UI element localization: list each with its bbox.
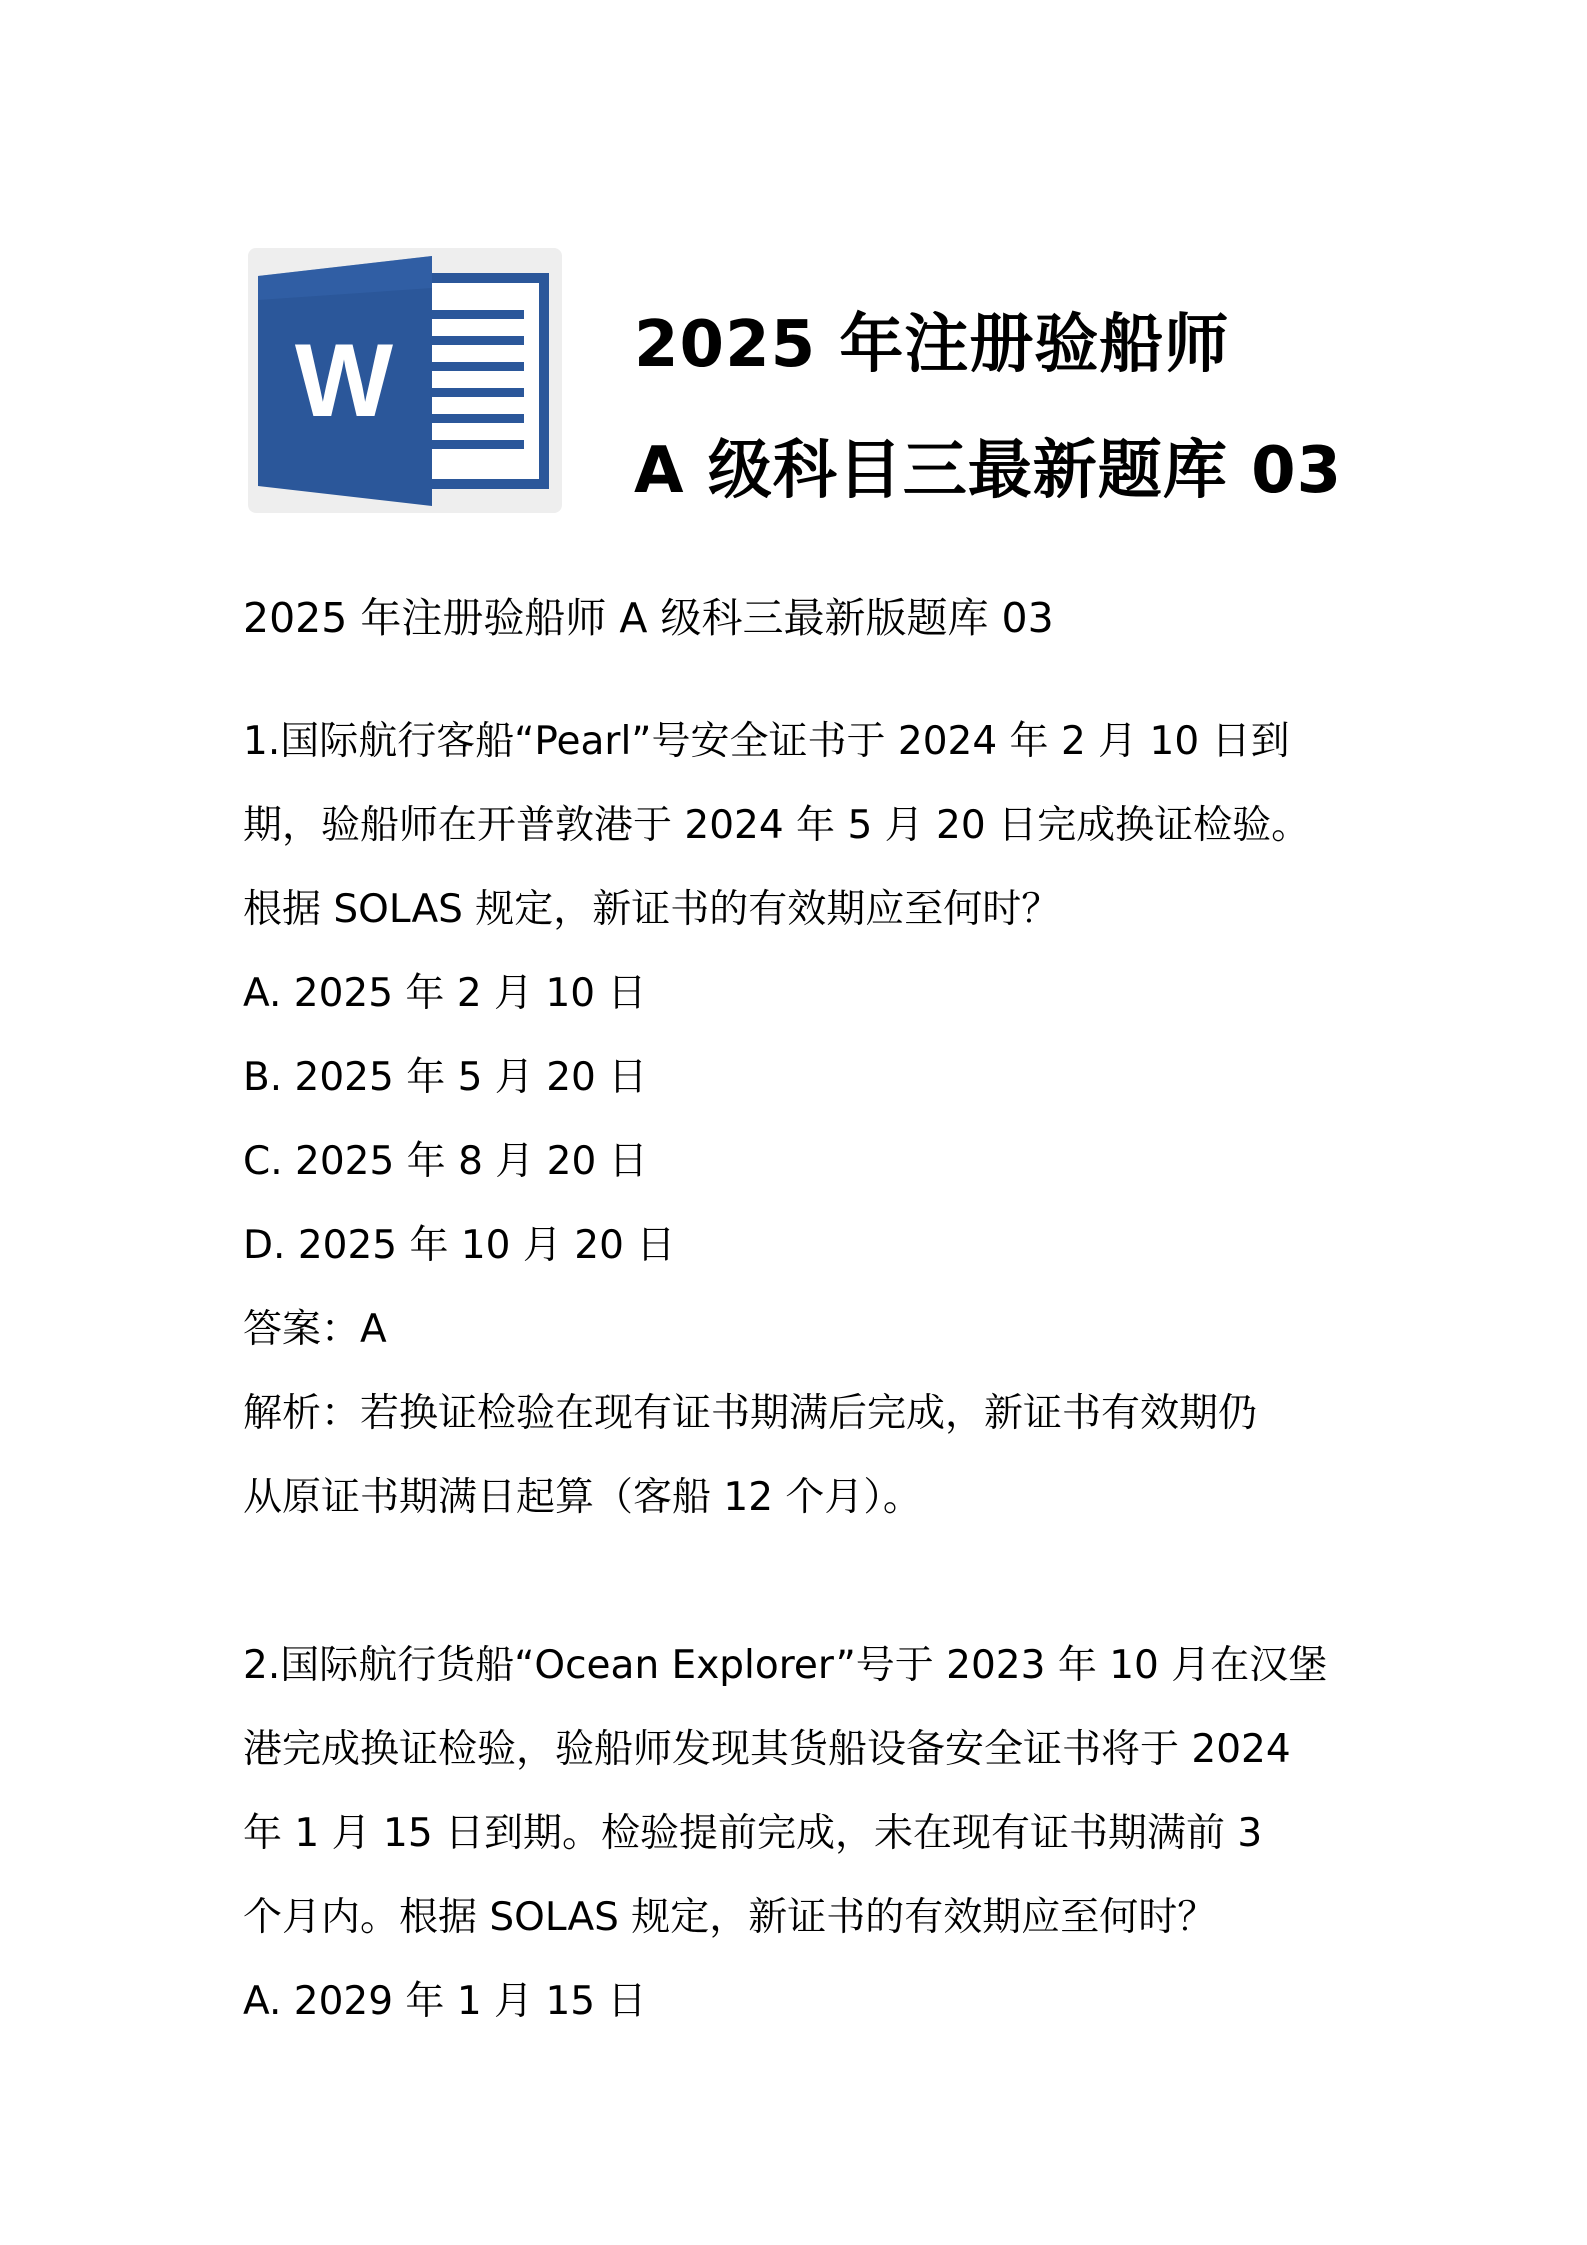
question-2-text-line-3: 年 1 月 15 日到期。检验提前完成，未在现有证书期满前 3 <box>243 1811 1263 1856</box>
question-1-option-b: B. 2025 年 5 月 20 日 <box>243 1055 648 1100</box>
question-1-text-line-1: 1.国际航行客船“Pearl”号安全证书于 2024 年 2 月 10 日到 <box>243 719 1290 764</box>
word-logo-letter: W <box>294 323 394 439</box>
word-icon <box>248 248 562 513</box>
question-1-option-d: D. 2025 年 10 月 20 日 <box>243 1223 676 1268</box>
document-subtitle: 2025 年注册验船师 A 级科三最新版题库 03 <box>243 594 1054 642</box>
word-logo <box>248 248 562 513</box>
document-body <box>243 576 1363 2044</box>
question-1-analysis-line-1: 解析：若换证检验在现有证书期满后完成，新证书有效期仍 <box>243 1391 1258 1436</box>
question-2 <box>243 1624 1363 2044</box>
question-1-answer: 答案：A <box>243 1307 387 1352</box>
document-header <box>248 248 1368 513</box>
question-2-text-line-4: 个月内。根据 SOLAS 规定，新证书的有效期应至何时？ <box>243 1895 1217 1940</box>
question-1-option-a: A. 2025 年 2 月 10 日 <box>243 971 647 1016</box>
question-1-text-line-2: 期，验船师在开普敦港于 2024 年 5 月 20 日完成换证检验。 <box>243 803 1311 848</box>
question-1 <box>243 700 1363 1540</box>
question-2-option-a: A. 2029 年 1 月 15 日 <box>243 1979 647 2024</box>
question-spacer <box>243 1540 1363 1624</box>
question-1-text-line-3: 根据 SOLAS 规定，新证书的有效期应至何时？ <box>243 887 1061 932</box>
document-title <box>634 282 1374 534</box>
question-2-text-line-1: 2.国际航行货船“Ocean Explorer”号于 2023 年 10 月在汉堡 <box>243 1643 1328 1688</box>
question-1-analysis-line-2: 从原证书期满日起算（客船 12 个月）。 <box>243 1475 922 1520</box>
title-line-2: A 级科目三最新题库 03 <box>634 434 1343 508</box>
question-2-text-line-2: 港完成换证检验，验船师发现其货船设备安全证书将于 2024 <box>243 1727 1291 1772</box>
title-line-1: 2025 年注册验船师 <box>634 308 1230 382</box>
question-1-option-c: C. 2025 年 8 月 20 日 <box>243 1139 648 1184</box>
